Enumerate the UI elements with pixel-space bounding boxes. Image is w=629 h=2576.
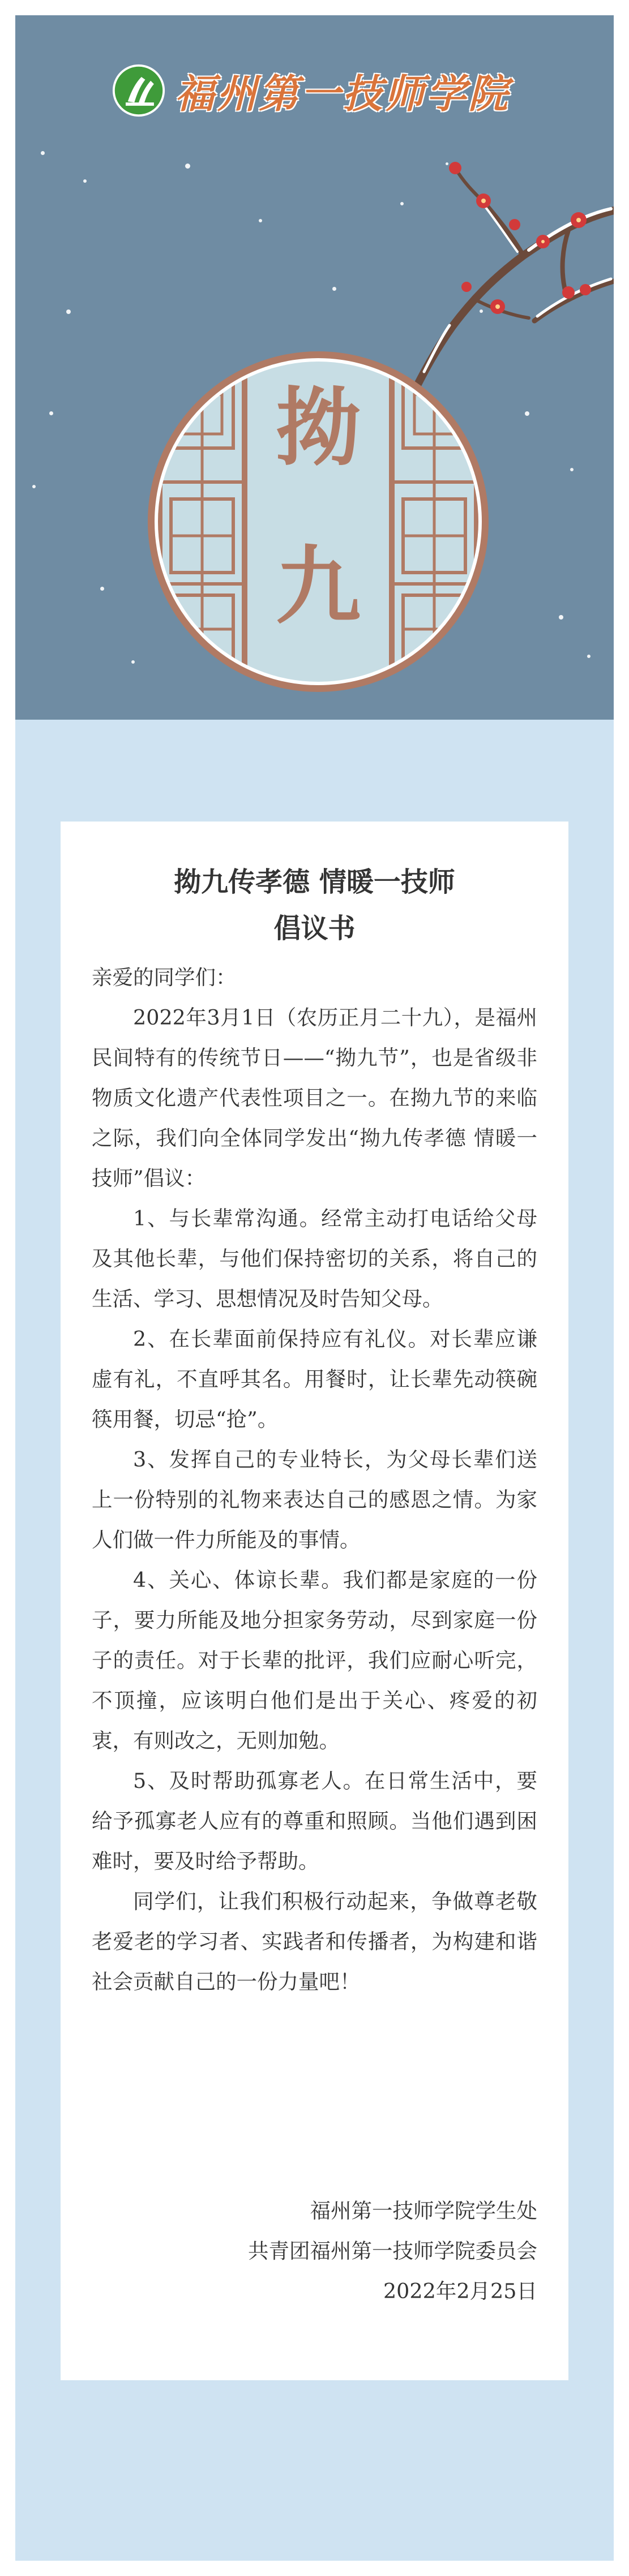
snowflake [587,655,591,658]
snowflake [41,151,45,155]
letter-card [61,822,568,2380]
letter-paragraph: 同学们，让我们积极行动起来，争做尊老敬老爱老的学习者、实践者和传播者，为构建和谐社会贡献自己的一份力量吧！ [92,1889,537,1994]
letter-paragraph: 2022年3月1日（农历正月二十九），是福州民间特有的传统节日——“拗九节”，也是省级非物质文化遗产代表性项目之一。在拗九节的来临之际，我们向全体同学发出“拗九传孝德 情暖一技师”倡议： [92,1005,537,1190]
letter-paragraph: 4、关心、体谅长辈。我们都是家庭的一份子，要力所能及地分担家务劳动，尽到家庭一份子的责任。对于长辈的批评，我们应耐心听完，不顶撞，应该明白他们是出于关心、疼爱的初衷，有则改之，无则加勉。 [92,1568,537,1753]
letter-title: 拗九传孝德 情暖一技师 [174,866,455,898]
snowflake [100,587,104,591]
signature-date: 2022年2月25日 [383,2279,537,2303]
school-name: 福州第一技师学院 [175,70,510,117]
poster-page [15,15,614,2561]
school-emblem-icon [112,63,166,118]
school-logo [112,59,510,122]
snowflake [32,485,36,488]
signature-org-youth-league: 共青团福州第一技师学院委员会 [248,2239,537,2263]
letter-body [92,957,537,2002]
letter-subtitle: 倡议书 [273,913,356,944]
snowflake [83,179,87,183]
festival-char-ao: 拗 [275,379,361,478]
letter-paragraph: 5、及时帮助孤寡老人。在日常生活中，要给予孤寡老人应有的尊重和照顾。当他们遇到困难时，要及时给予帮助。 [92,1769,537,1873]
snowflake [259,219,262,222]
snowflake [559,615,563,620]
letter-signature [248,2191,537,2311]
snowflake [570,468,574,471]
snowflake [185,164,190,169]
snowflake [332,287,336,291]
letter-paragraph: 1、与长辈常沟通。经常主动打电话给父母及其他长辈，与他们保持密切的关系，将自己的生活、学习、思想情况及时告知父母。 [92,1206,537,1311]
letter-greeting: 亲爱的同学们： [92,965,237,990]
festival-char-jiu: 九 [275,537,361,636]
snowflake [66,309,71,314]
signature-org-student-affairs: 福州第一技师学院学生处 [310,2199,537,2223]
letter-paragraph: 2、在长辈面前保持应有礼仪。对长辈应谦虚有礼，不直呼其名。用餐时，让长辈先动筷碗筷用餐，切忌“抢”。 [92,1327,537,1431]
letter-paragraph: 3、发挥自己的专业特长，为父母长辈们送上一份特别的礼物来表达自己的感恩之情。为家人们做一件力所能及的事情。 [92,1447,537,1552]
snowflake [525,411,529,416]
snowflake [49,411,53,415]
header-banner [15,15,614,720]
